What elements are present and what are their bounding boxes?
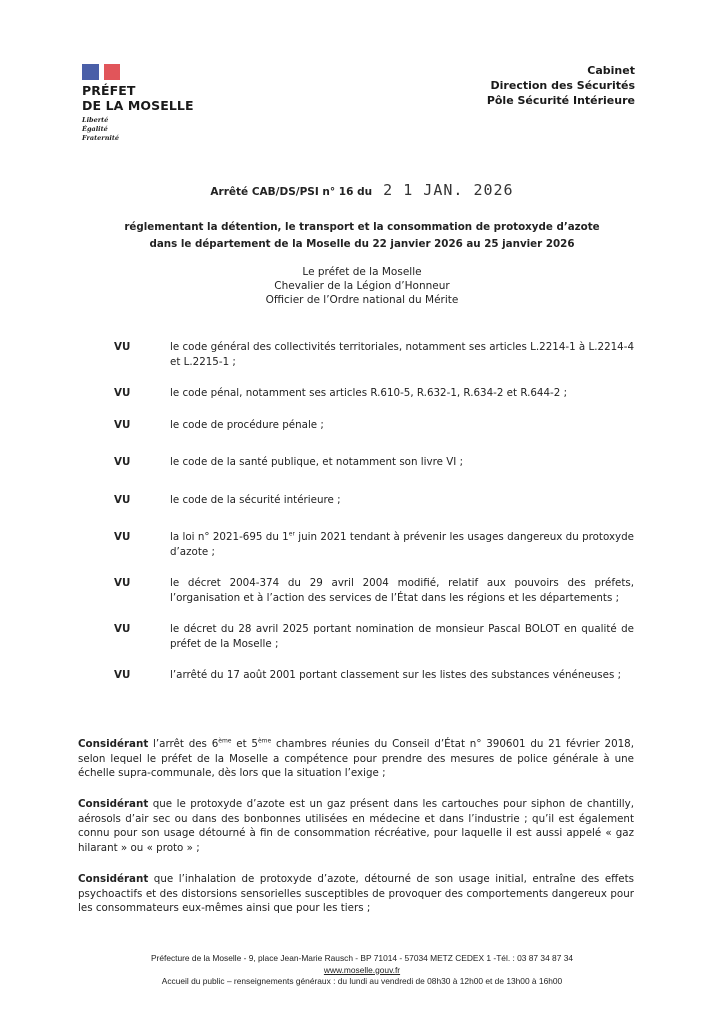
arrete-subject (0, 219, 724, 253)
vu-item (114, 530, 634, 559)
republic-motto (82, 116, 194, 143)
vu-item (114, 455, 634, 470)
vu-key: VU (114, 456, 131, 468)
considerant-key: Considérant (78, 798, 149, 810)
vu-text: le code de la santé publique, et notamment son livre VI ; (170, 456, 464, 468)
ordinal-sup: ème (218, 737, 232, 745)
vu-item (114, 668, 634, 683)
authority-block (0, 265, 724, 307)
subject-line2: dans le département de la Moselle du 22 janvier 2026 au 25 janvier 2026 (149, 238, 575, 250)
vu-text: le décret 2004-374 du 29 avril 2004 modifié, relatif aux pouvoirs des préfets, l’organisation et à l’action des services de l’État dans les régions et les départements ; (170, 577, 634, 604)
french-republic-flag-icon (82, 64, 120, 80)
vu-key: VU (114, 387, 131, 399)
considerant-paragraph (78, 797, 634, 855)
considerant-text: chambres réunies du Conseil d’État n° 390601 du 21 février 2018, selon lequel le préfet de la Moselle a compétence pour prendre des mesures de police générale à une échelle supra-communale, dès lors que la situation l’exige ; (78, 738, 634, 779)
authority-honor2: Officier de l’Ordre national du Mérite (265, 294, 459, 306)
vu-text: l’arrêté du 17 août 2001 portant classement sur les listes des substances vénéneuses ; (170, 669, 622, 681)
footer-website-link[interactable]: www.moselle.gouv.fr (323, 964, 401, 975)
vu-text: le code pénal, notamment ses articles R.610-5, R.632-1, R.634-2 et R.644-2 ; (170, 387, 568, 399)
vu-key: VU (114, 418, 131, 431)
arrete-title (0, 180, 724, 199)
vu-text (170, 530, 634, 559)
vu-item (114, 576, 634, 605)
ordinal-sup: ème (257, 737, 272, 745)
considerant-text: l’arrêt des 6 (148, 738, 219, 750)
vu-key: VU (114, 669, 131, 681)
prefecture-logo (82, 64, 194, 143)
vu-text-part: juin 2021 tendant à prévenir les usages dangereux du protoxyde d’azote ; (170, 531, 634, 558)
subject-line1: réglementant la détention, le transport et la consommation de protoxyde d’azote (124, 221, 600, 233)
considerant-text: et 5 (231, 738, 258, 750)
motto-liberte: Liberté (82, 116, 109, 124)
vu-text: le code général des collectivités territoriales, notamment ses articles L.2214-1 à L.2214-4 et L.2215-1 ; (170, 341, 634, 368)
vu-text-part: la loi n° 2021-695 du 1 (170, 531, 289, 543)
vu-item (114, 386, 634, 401)
page-footer (0, 953, 724, 988)
vu-text: le décret du 28 avril 2025 portant nomination de monsieur Pascal BOLOT en qualité de préfet de la Moselle ; (170, 623, 634, 650)
considerant-key: Considérant (78, 873, 149, 885)
footer-hours: Accueil du public – renseignements généraux : du lundi au vendredi de 08h30 à 12h00 et de 13h00 à 16h00 (161, 976, 563, 986)
logo-title (82, 83, 194, 113)
service-pole: Pôle Sécurité Intérieure (486, 94, 635, 107)
motto-egalite: Égalité (82, 125, 108, 133)
vu-list (114, 340, 634, 683)
vu-item (114, 493, 634, 508)
arrete-number: Arrêté CAB/DS/PSI n° 16 du (210, 186, 373, 198)
service-cabinet: Cabinet (587, 64, 635, 77)
authority-honor1: Chevalier de la Légion d’Honneur (274, 280, 450, 292)
service-direction: Direction des Sécurités (490, 79, 635, 92)
considerant-paragraph (78, 872, 634, 916)
date-stamp: 2 1 JAN. 2026 (383, 181, 514, 199)
vu-key: VU (114, 577, 131, 589)
vu-key: VU (114, 623, 131, 635)
vu-item (114, 418, 634, 433)
vu-item (114, 340, 634, 369)
considerant-paragraph (78, 737, 634, 781)
considerant-text: que l’inhalation de protoxyde d’azote, détourné de son usage initial, entraîne des effets psychoactifs et des distorsions sensorielles susceptibles de provoquer des comportements dangereux pour les consommateurs eux-mêmes ainsi que pour les tiers ; (78, 873, 634, 914)
vu-text: le code de la sécurité intérieure ; (170, 493, 341, 506)
vu-key: VU (114, 341, 131, 353)
logo-title-line2: DE LA MOSELLE (82, 98, 194, 113)
vu-text: le code de procédure pénale ; (170, 418, 324, 431)
considerant-key: Considérant (78, 738, 149, 750)
authority-title: Le préfet de la Moselle (302, 266, 422, 278)
footer-address: Préfecture de la Moselle - 9, place Jean-Marie Rausch - BP 71014 - 57034 METZ CEDEX 1 -Tél. : 03 87 34 87 34 (150, 953, 574, 963)
logo-title-line1: PRÉFET (82, 83, 136, 98)
vu-key: VU (114, 531, 131, 543)
considerant-text: que le protoxyde d’azote est un gaz présent dans les cartouches pour siphon de chantilly, aérosols d’air sec ou dans des bonbonnes utilisées en médecine et dans l’industrie ; qu’il est également connu pour son usage détourné à fin de consommation récréative, pour laquelle il est aussi appelé « gaz hilarant » ou « proto » ; (78, 798, 634, 854)
service-header (487, 63, 635, 108)
ordinal-sup: er (288, 530, 295, 538)
vu-item (114, 622, 634, 651)
vu-key: VU (114, 493, 131, 506)
motto-fraternite: Fraternité (82, 134, 120, 142)
